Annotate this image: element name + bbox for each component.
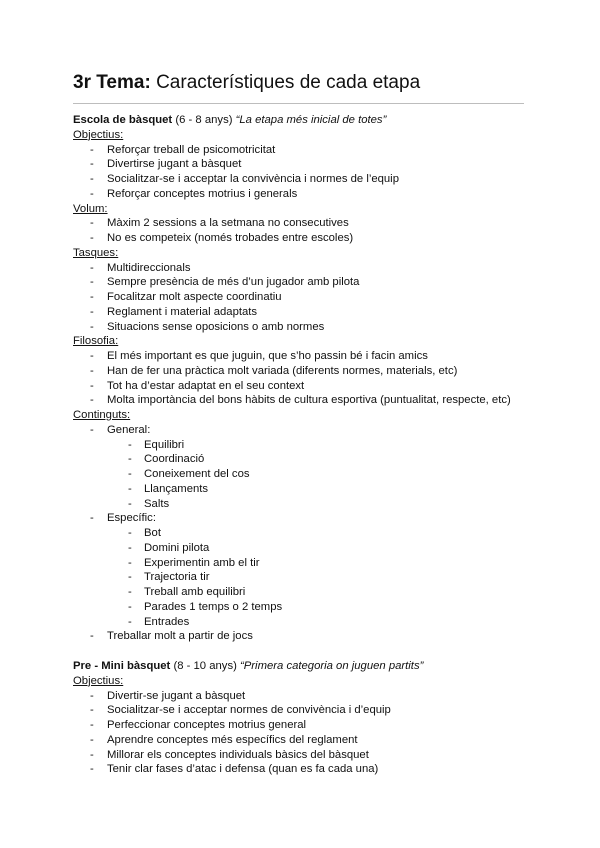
sub-list-item: - Llançaments [128,482,209,495]
section-heading-escola [73,113,543,128]
sub-list-item: - Equilibri [128,438,185,451]
list-item-especific: - Específic: [90,512,156,525]
list-item: - Tenir clar fases d’atac i defensa (quan es fa cada una) [90,763,379,776]
section-heading-premini [73,659,543,674]
list-item: - Treballar molt a partir de jocs [90,630,253,643]
sub-list-item: - Entrades [128,615,190,628]
list-item: - El més important es que juguin, que s’ho passin bé i facin amics [90,350,428,362]
sub-list-item: - Experimentin amb el tir [128,556,260,569]
volum-label: Volum: [73,202,108,215]
list-item: - Màxim 2 sessions a la setmana no consecutives [90,217,349,230]
list-item: - Millorar els conceptes individuals bàsics del bàsquet [90,748,369,761]
list-item: - Reforçar conceptes motrius i generals [90,187,298,200]
objectius-label: Objectius: [73,674,124,687]
sub-list-item: - Parades 1 temps o 2 temps [128,600,283,613]
page-title [73,70,420,96]
sub-list-item: - Salts [128,497,170,510]
list-item: - Socialitzar-se i acceptar normes de convivència i d’equip [90,704,391,717]
title-number: 3r Tema: [73,72,151,93]
objectius-label: Objectius: [73,128,124,141]
list-item-general: - General: [90,423,151,436]
list-item: - Sempre presència de més d’un jugador amb pilota [90,276,360,289]
list-item: - Han de fer una pràctica molt variada (diferents normes, materials, etc) [90,364,458,377]
section-quote: “Primera categoria on juguen partits” [240,660,424,672]
title-text: Característiques de cada etapa [156,72,421,93]
sub-list-item: - Coordinació [128,453,205,466]
list-item: - Tot ha d’estar adaptat en el seu context [90,379,305,392]
title-divider [73,103,524,104]
list-item: - Aprendre conceptes més específics del reglament [90,733,358,746]
sub-list-item: - Coneixement del cos [128,468,250,480]
sub-list-item: - Trajectoria tir [128,571,210,584]
continguts-label: Continguts: [73,409,131,421]
list-item: - Divertirse jugant a bàsquet [90,158,242,171]
sub-list-item: - Domini pilota [128,541,210,554]
list-item: - Focalitzar molt aspecte coordinatiu [90,291,282,303]
section-name: Escola de bàsquet [73,114,173,126]
list-item: - Divertir-se jugant a bàsquet [90,689,246,702]
list-item: - Perfeccionar conceptes motrius general [90,719,307,731]
list-item: - No es competeix (només trobades entre escoles) [90,232,354,244]
sub-list-item: - Treball amb equilibri [128,586,246,598]
section-range: (6 - 8 anys) [175,114,233,126]
section-quote: “La etapa més inicial de totes” [235,114,387,126]
section-name: Pre - Mini bàsquet [73,660,171,672]
sub-list-item: - Bot [128,527,161,539]
list-item: - Multidireccionals [90,261,191,274]
list-item: - Situacions sense oposicions o amb normes [90,320,325,333]
tasques-label: Tasques: [73,246,119,259]
list-item: - Reforçar treball de psicomotricitat [90,143,276,156]
filosofia-label: Filosofia: [73,335,119,348]
section-range: (8 - 10 anys) [173,660,237,672]
document-body [73,110,543,777]
list-item: - Molta importància del bons hàbits de cultura esportiva (puntualitat, respecte, etc) [90,394,511,407]
list-item: - Socialitzar-se i acceptar la convivència i normes de l’equip [90,173,399,185]
list-item: - Reglament i material adaptats [90,305,258,318]
